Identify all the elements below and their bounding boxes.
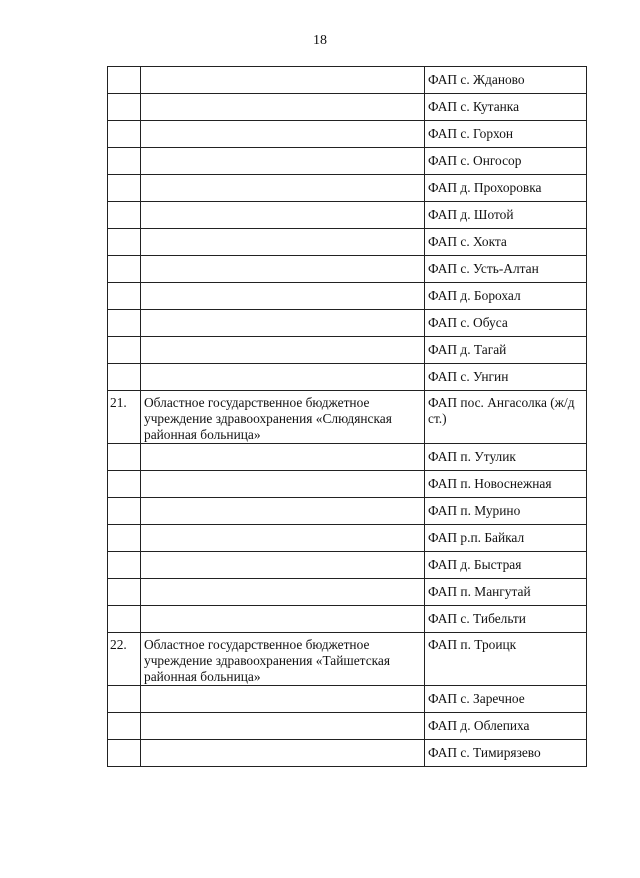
institution-cell: [141, 364, 425, 391]
fap-cell: ФАП р.п. Байкал: [425, 525, 587, 552]
row-number-cell: [108, 229, 141, 256]
institution-cell: [141, 148, 425, 175]
fap-cell: ФАП п. Мурино: [425, 498, 587, 525]
fap-table: [107, 66, 587, 767]
institution-cell: [141, 310, 425, 337]
table-row: [108, 202, 587, 229]
row-number-cell: 21.: [108, 391, 141, 444]
row-number-cell: [108, 740, 141, 767]
row-number-cell: [108, 121, 141, 148]
table-row: [108, 310, 587, 337]
table-row: [108, 229, 587, 256]
institution-cell: [141, 283, 425, 310]
row-number-cell: [108, 713, 141, 740]
fap-cell: ФАП с. Усть-Алтан: [425, 256, 587, 283]
institution-cell: [141, 606, 425, 633]
fap-cell: ФАП с. Онгосор: [425, 148, 587, 175]
fap-cell: ФАП д. Облепиха: [425, 713, 587, 740]
table-row: [108, 606, 587, 633]
fap-cell: ФАП п. Троицк: [425, 633, 587, 686]
row-number-cell: [108, 148, 141, 175]
row-number-cell: [108, 310, 141, 337]
fap-cell: ФАП с. Заречное: [425, 686, 587, 713]
fap-cell: ФАП с. Обуса: [425, 310, 587, 337]
institution-cell: [141, 740, 425, 767]
table-body: [108, 67, 587, 767]
table-row: [108, 471, 587, 498]
table-row: [108, 94, 587, 121]
institution-cell: [141, 256, 425, 283]
fap-cell: ФАП п. Мангутай: [425, 579, 587, 606]
row-number-cell: [108, 471, 141, 498]
institution-cell: [141, 498, 425, 525]
row-number-cell: [108, 202, 141, 229]
row-number-cell: [108, 606, 141, 633]
row-number-cell: [108, 364, 141, 391]
row-number-cell: [108, 94, 141, 121]
table-row: [108, 498, 587, 525]
fap-cell: ФАП с. Тибельти: [425, 606, 587, 633]
table-row: [108, 740, 587, 767]
institution-cell: [141, 202, 425, 229]
fap-cell: ФАП п. Утулик: [425, 444, 587, 471]
row-number-cell: [108, 525, 141, 552]
fap-cell: ФАП с. Горхон: [425, 121, 587, 148]
institution-cell: Областное государственное бюджетное учреждение здравоохранения «Тайшетская районная больница»: [141, 633, 425, 686]
table-row: [108, 686, 587, 713]
fap-cell: ФАП д. Тагай: [425, 337, 587, 364]
row-number-cell: [108, 256, 141, 283]
row-number-cell: [108, 579, 141, 606]
institution-cell: [141, 552, 425, 579]
row-number-cell: [108, 444, 141, 471]
fap-cell: ФАП д. Быстрая: [425, 552, 587, 579]
table-row: [108, 391, 587, 444]
table-row: [108, 256, 587, 283]
row-number-cell: [108, 498, 141, 525]
row-number-cell: [108, 175, 141, 202]
fap-cell: ФАП с. Кутанка: [425, 94, 587, 121]
fap-cell: ФАП п. Новоснежная: [425, 471, 587, 498]
row-number-cell: [108, 67, 141, 94]
institution-cell: [141, 525, 425, 552]
table-row: [108, 283, 587, 310]
institution-cell: [141, 121, 425, 148]
table-row: [108, 579, 587, 606]
institution-cell: [141, 579, 425, 606]
institution-cell: [141, 67, 425, 94]
institution-cell: [141, 337, 425, 364]
table-row: [108, 525, 587, 552]
institution-cell: [141, 471, 425, 498]
fap-cell: ФАП с. Хокта: [425, 229, 587, 256]
row-number-cell: 22.: [108, 633, 141, 686]
table-row: [108, 364, 587, 391]
page-number: 18: [313, 33, 327, 48]
row-number-cell: [108, 337, 141, 364]
table-row: [108, 175, 587, 202]
table-row: [108, 444, 587, 471]
table-row: [108, 633, 587, 686]
institution-cell: Областное государственное бюджетное учреждение здравоохранения «Слюдянская районная больница»: [141, 391, 425, 444]
fap-cell: ФАП д. Прохоровка: [425, 175, 587, 202]
table-row: [108, 713, 587, 740]
fap-cell: ФАП д. Шотой: [425, 202, 587, 229]
institution-cell: [141, 229, 425, 256]
institution-cell: [141, 686, 425, 713]
fap-cell: ФАП с. Тимирязево: [425, 740, 587, 767]
fap-cell: ФАП с. Жданово: [425, 67, 587, 94]
institution-cell: [141, 94, 425, 121]
row-number-cell: [108, 686, 141, 713]
institution-cell: [141, 175, 425, 202]
table-row: [108, 552, 587, 579]
fap-cell: ФАП с. Унгин: [425, 364, 587, 391]
fap-cell: ФАП пос. Ангасолка (ж/д ст.): [425, 391, 587, 444]
table-row: [108, 337, 587, 364]
table-row: [108, 67, 587, 94]
fap-cell: ФАП д. Борохал: [425, 283, 587, 310]
table-row: [108, 148, 587, 175]
institution-cell: [141, 444, 425, 471]
institution-cell: [141, 713, 425, 740]
row-number-cell: [108, 283, 141, 310]
table-row: [108, 121, 587, 148]
row-number-cell: [108, 552, 141, 579]
